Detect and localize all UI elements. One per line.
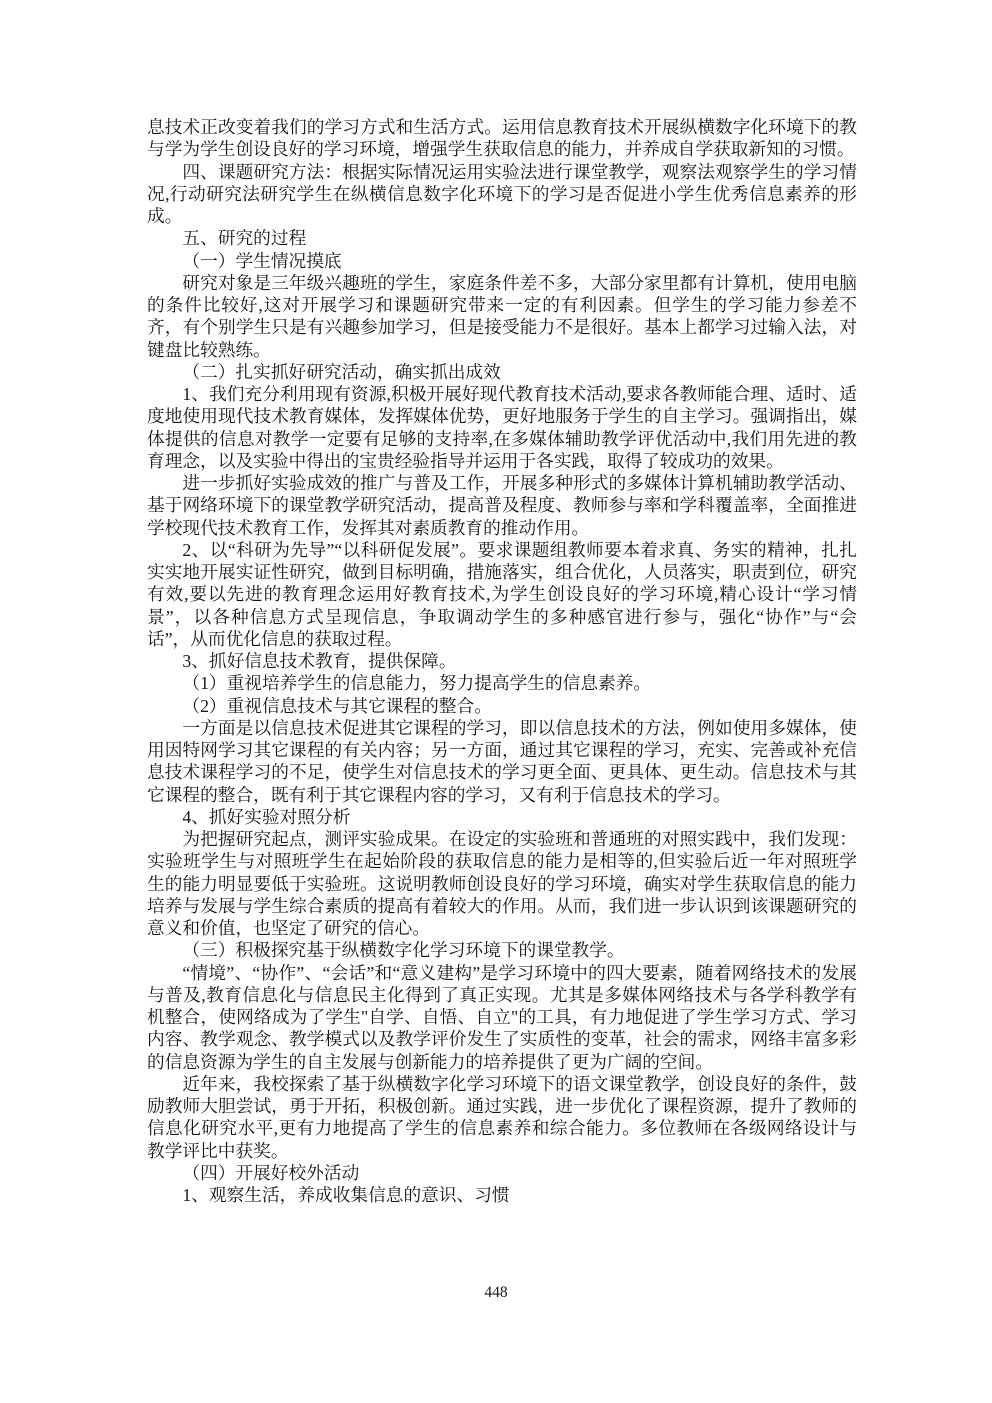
paragraph-4: （一）学生情况摸底 <box>182 250 342 271</box>
paragraph-5: 研究对象是三年级兴趣班的学生，家庭条件差不多，大部分家里都有计算机，使用电脑的条件比较好,这对开展学习和课题研究带来一定的有利因素。但学生的学习能力参差不齐，有个别学生只是有兴趣参加学习，但是接受能力不是很好。基本上都学习过输入法，对键盘比较熟练。 <box>147 272 857 360</box>
paragraph-2: 四、课题研究方法：根据实际情况运用实验法进行课堂教学，观察法观察学生的学习情况,行动研究法研究学生在纵横信息数字化环境下的学习是否促进小学生优秀信息素养的形成。 <box>147 161 857 226</box>
paragraph-17: “情境”、“协作”、“会话”和“意义建构”是学习环境中的四大要素，随着网络技术的发展与普及,教育信息化与信息民主化得到了真正实现。尤其是多媒体网络技术与各学科教学有机整合，使网络成为了学生"自学、自悟、自立"的工具，有力地促进了学生学习方式、学习内容、教学观念、教学模式以及教学评价发生了实质性的变革，社会的需求，网络丰富多彩的信息资源为学生的自主发展与创新能力的培养提供了更为广阔的空间。 <box>147 962 857 1072</box>
paragraph-20: 1、观察生活，养成收集信息的意识、习惯 <box>182 1185 510 1205</box>
paragraph-19: （四）开展好校外活动 <box>182 1162 360 1183</box>
paragraph-16: （三）积极探究基于纵横数字化学习环境下的课堂教学。 <box>182 940 625 961</box>
paragraph-3: 五、研究的过程 <box>182 228 307 249</box>
page-number: 448 <box>484 1284 508 1301</box>
paragraph-10: 3、抓好信息技术教育，提供保障。 <box>182 651 457 671</box>
paragraph-14: 4、抓好实验对照分析 <box>182 806 351 827</box>
paragraph-12: （2）重视信息技术与其它课程的整合。 <box>182 695 492 716</box>
paragraph-15: 为把握研究起点，测评实验成果。在设定的实验班和普通班的对照实践中，我们发现：实验班学生与对照班学生在起始阶段的获取信息的能力是相等的,但实验后近一年对照班学生的能力明显要低于实验班。这说明教师创设良好的学习环境，确实对学生获取信息的能力培养与发展与学生综合素质的提高有着较大的作用。从而，我们进一步认识到该课题研究的意义和价值，也坚定了研究的信心。 <box>147 829 857 938</box>
paragraph-6: （二）扎实抓好研究活动，确实抓出成效 <box>182 361 501 382</box>
paragraph-8: 进一步抓好实验成效的推广与普及工作，开展多种形式的多媒体计算机辅助教学活动、基于网络环境下的课堂教学研究活动，提高普及程度、教师参与率和学科覆盖率，全面推进学校现代技术教育工作，发挥其对素质教育的推动作用。 <box>147 473 857 538</box>
paragraph-7: 1、我们充分利用现有资源,积极开展好现代教育技术活动,要求各教师能合理、适时、适度地使用现代技术教育媒体，发挥媒体优势，更好地服务于学生的自主学习。强调指出，媒体提供的信息对教学一定要有足够的支持率,在多媒体辅助教学评优活动中,我们用先进的教育理念，以及实验中得出的宝贵经验指导并运用于各实践，取得了较成功的效果。 <box>147 384 857 471</box>
paragraph-11: （1）重视培养学生的信息能力，努力提高学生的信息素养。 <box>182 673 652 694</box>
paragraph-9: 2、以“科研为先导”“以科研促发展”。要求课题组教师要本着求真、务实的精神，扎扎实实地开展实证性研究，做到目标明确，措施落实，组合优化，人员落实，职责到位，研究有效,要以先进的教育理念运用好教育技术,为学生创设良好的学习环境,精心设计“学习情景”，以各种信息方式呈现信息，争取调动学生的多种感官进行参与，强化“协作”与“会话”，从而优化信息的获取过程。 <box>147 539 857 649</box>
page-footer <box>0 1283 992 1303</box>
document-body <box>147 116 857 1206</box>
paragraph-18: 近年来，我校探索了基于纵横数字化学习环境下的语文课堂教学，创设良好的条件，鼓励教师大胆尝试，勇于开拓，积极创新。通过实践，进一步优化了课程资源，提升了教师的信息化研究水平,更有力地提高了学生的信息素养和综合能力。多位教师在各级网络设计与教学评比中获奖。 <box>147 1073 857 1161</box>
paragraph-1: 息技术正改变着我们的学习方式和生活方式。运用信息教育技术开展纵横数字化环境下的教与学为学生创设良好的学习环境，增强学生获取信息的能力，并养成自学获取新知的习惯。 <box>147 117 857 160</box>
paragraph-13: 一方面是以信息技术促进其它课程的学习，即以信息技术的方法，例如使用多媒体，使用因特网学习其它课程的有关内容；另一方面，通过其它课程的学习，充实、完善或补充信息技术课程学习的不足，使学生对信息技术的学习更全面、更具体、更生动。信息技术与其它课程的整合，既有利于其它课程内容的学习，又有利于信息技术的学习。 <box>147 717 857 805</box>
